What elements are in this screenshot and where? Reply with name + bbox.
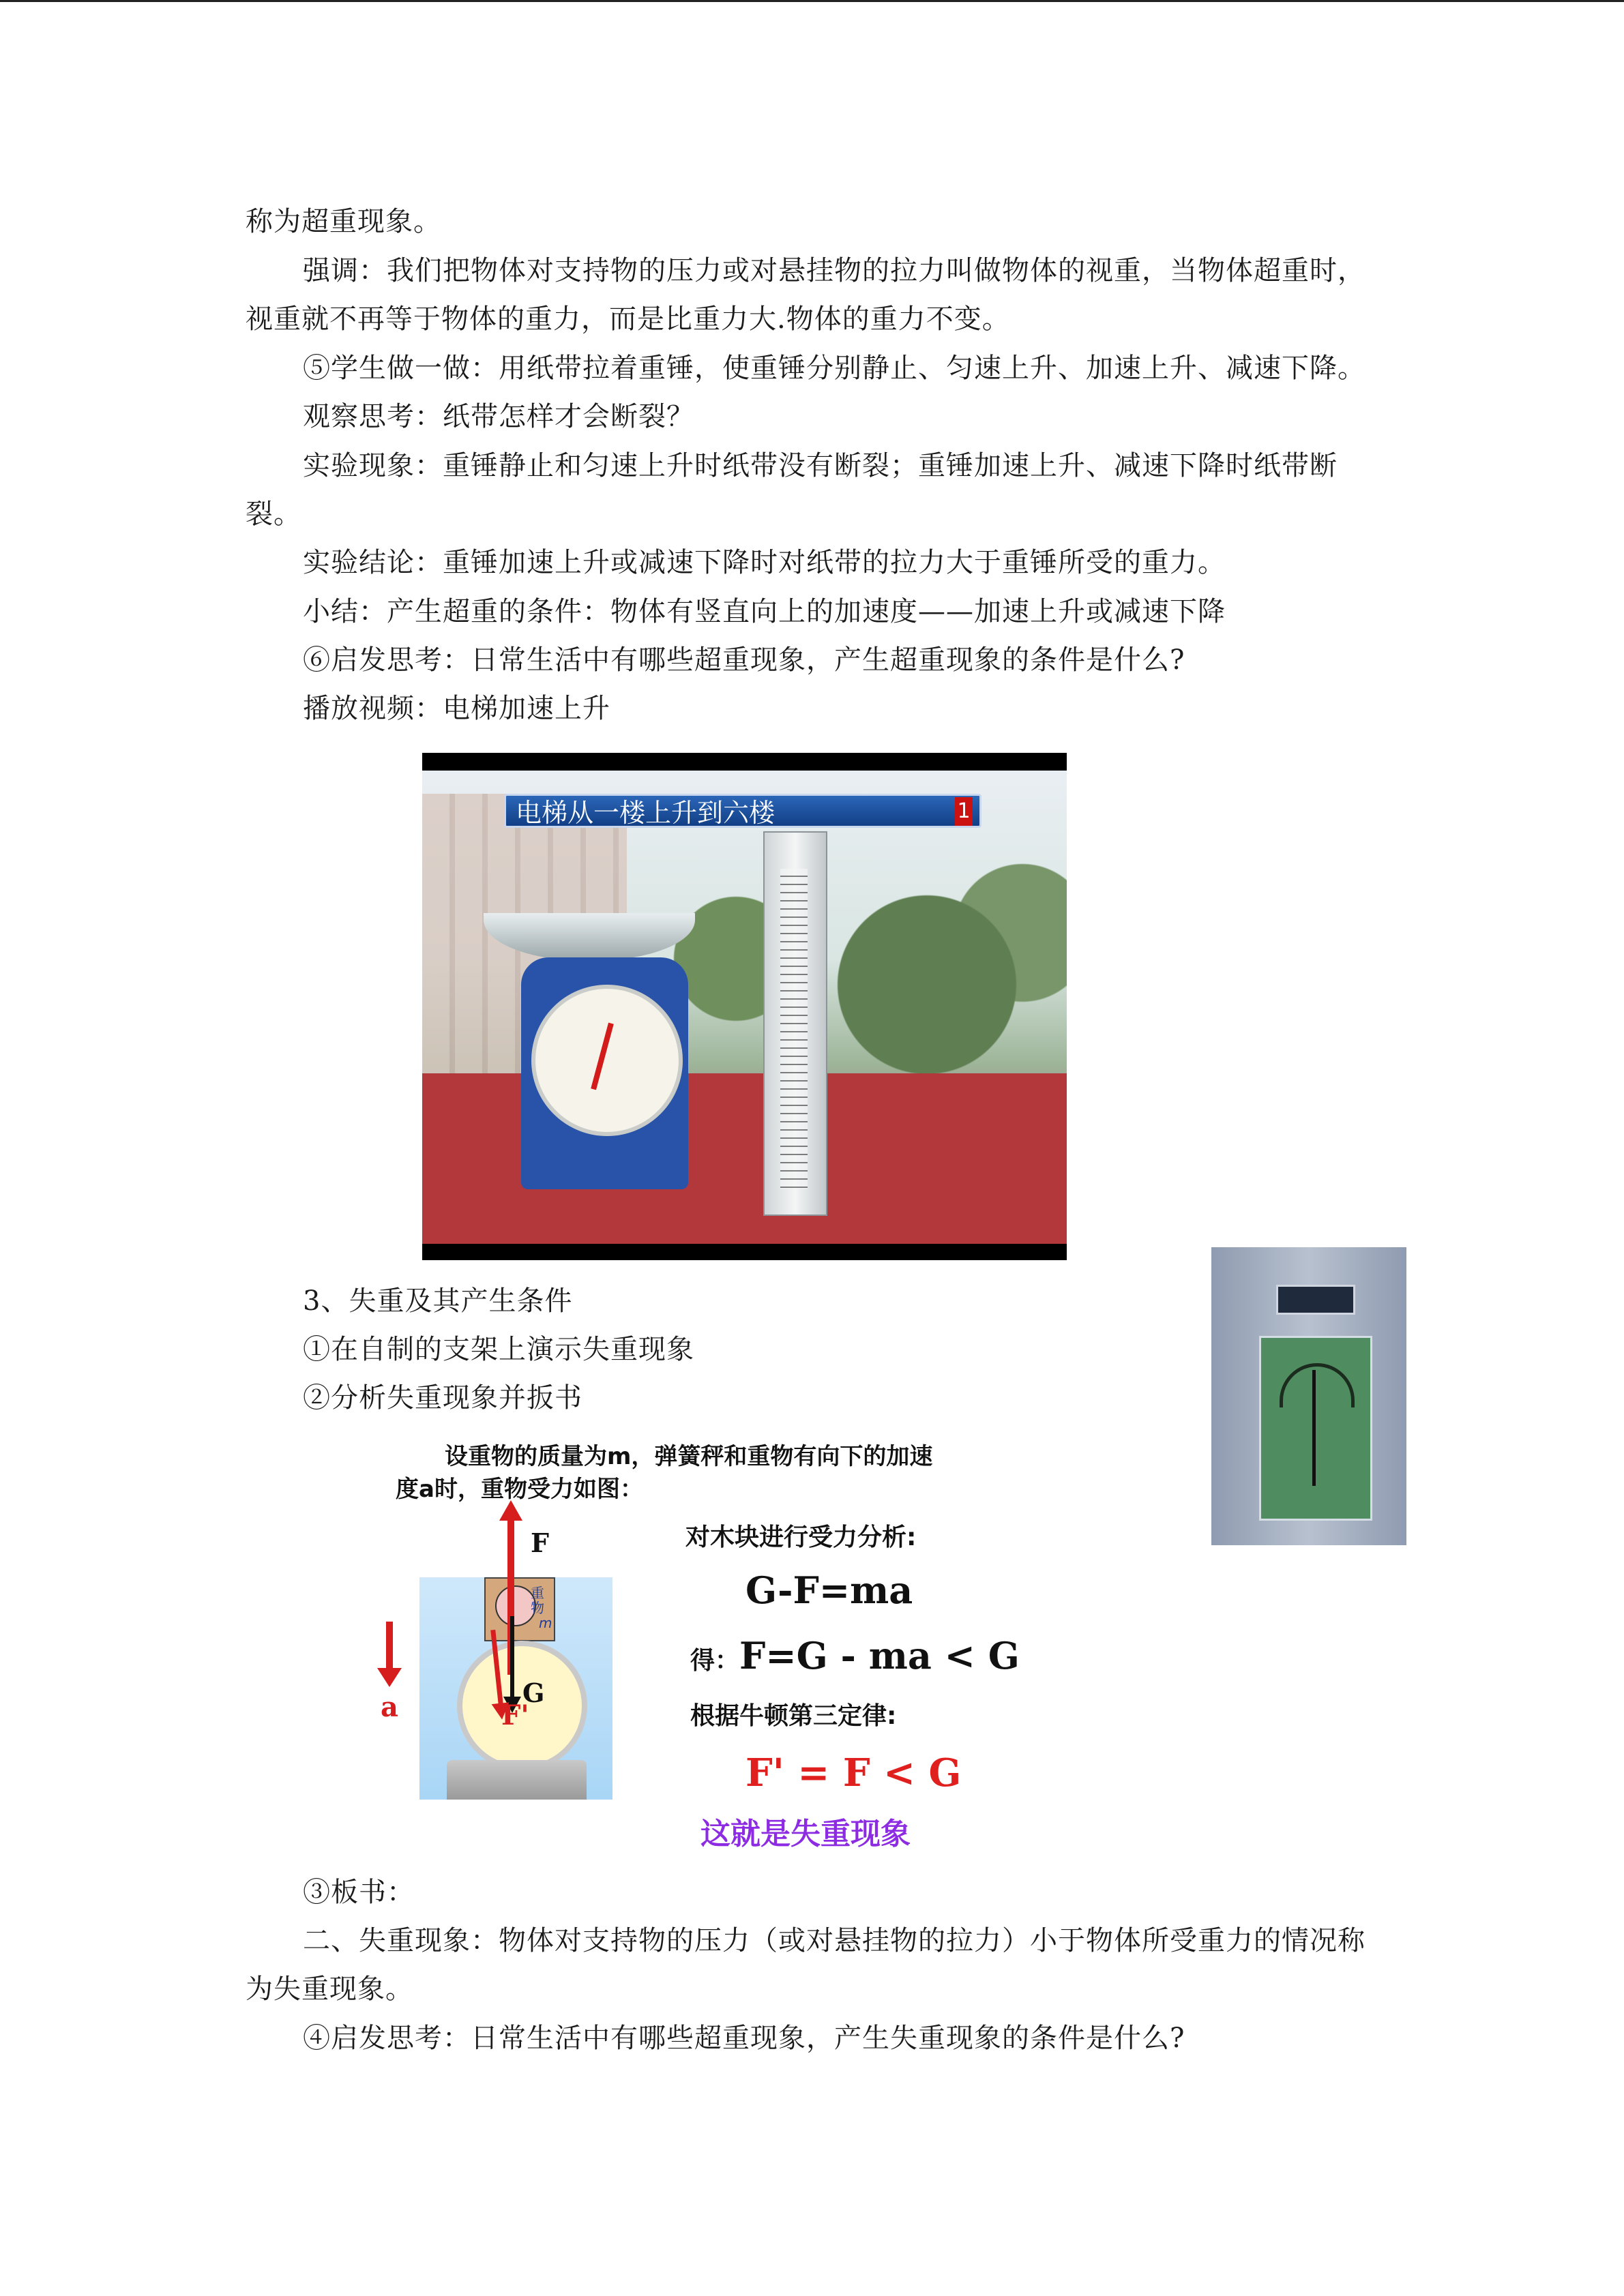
video-banner-text: 电梯从一楼上升到六楼 <box>516 798 776 828</box>
weight-mass: m <box>539 1615 552 1631</box>
paragraph-experiment-conclusion: 实验结论：重锤加速上升或减速下降时对纸带的拉力大于重锤所受的重力。 <box>303 547 1226 578</box>
diagram-heading-line2: 度a时，重物受力如图： <box>396 1476 643 1503</box>
paragraph-student-activity: ⑤学生做一做：用纸带拉着重锤，使重锤分别静止、匀速上升、加速上升、减速下降。 <box>303 353 1365 384</box>
paragraph-inspire-think-2: ④启发思考：日常生活中有哪些超重现象，产生失重现象的条件是什么? <box>303 2023 1185 2054</box>
paragraph-experiment-phenomenon: 实验现象：重锤静止和匀速上升时纸带没有断裂；重锤加速上升、减速下降时纸带断裂。 <box>246 450 1338 530</box>
weight-label-text: 重物 <box>531 1585 544 1616</box>
force-analysis-title: 对木块进行受力分析: <box>685 1523 917 1551</box>
label-G: G <box>522 1678 545 1708</box>
equation-third-law: F' = F < G <box>745 1750 962 1795</box>
equation-newton2: G-F=ma <box>745 1568 913 1612</box>
scale-figure <box>419 1577 612 1800</box>
platform-scale-dial <box>531 985 683 1136</box>
section3-item1: ①在自制的支架上演示失重现象 <box>303 1334 694 1365</box>
paragraph-observe-think: 观察思考：纸带怎样才会断裂？ <box>303 401 694 432</box>
scale-base <box>447 1760 587 1800</box>
paragraph-play-video: 播放视频：电梯加速上升 <box>303 693 610 724</box>
gravity-G-arrow <box>510 1616 514 1698</box>
spring-scale-ticks <box>780 869 808 1189</box>
paragraph-emphasis: 强调：我们把物体对支持物的压力或对悬挂物的拉力叫做物体的视重，当物体超重时，视重就不再等于物体的重力，而是比重力大.物体的重力不变。 <box>246 255 1365 335</box>
equation-result-prefix: 得： <box>690 1647 740 1675</box>
paragraph-board-writing: ③板书： <box>303 1877 415 1908</box>
video-banner <box>504 794 981 828</box>
newton-third-law-label: 根据牛顿第三定律: <box>690 1702 897 1730</box>
page-top-border <box>0 0 1624 2</box>
paragraph-inspire-think: ⑥启发思考：日常生活中有哪些超重现象，产生超重现象的条件是什么? <box>303 644 1185 676</box>
diagram-heading <box>396 1440 1044 1506</box>
weight-face <box>495 1585 536 1626</box>
label-Fprime: F' <box>501 1699 529 1731</box>
weight-label <box>531 1585 554 1630</box>
label-F: F <box>531 1527 549 1558</box>
equation-result <box>690 1634 1020 1678</box>
video-elevator-rail <box>422 1073 1067 1244</box>
paragraph-summary: 小结：产生超重的条件：物体有竖直向上的加速度——加速上升或减速下降 <box>303 596 1226 627</box>
section3-item2: ②分析失重现象并扳书 <box>303 1382 582 1414</box>
label-a: a <box>381 1691 398 1723</box>
video-banner-number: 1 <box>955 797 973 826</box>
paragraph-weightlessness-definition: 二、失重现象：物体对支持物的压力（或对悬挂物的拉力）小于物体所受重力的情况称为失重现象。 <box>246 1925 1365 2005</box>
equation-result-main: F=G - ma < G <box>739 1634 1020 1678</box>
weightlessness-conclusion: 这就是失重现象 <box>700 1817 911 1851</box>
acceleration-arrow <box>386 1622 393 1669</box>
section3-heading: 3、失重及其产生条件 <box>303 1285 573 1317</box>
diagram-heading-line1: 设重物的质量为m，弹簧秤和重物有向下的加速 <box>445 1443 933 1470</box>
elevator-video-frame <box>422 753 1067 1260</box>
paragraph-continuation: 称为超重现象。 <box>246 206 441 237</box>
